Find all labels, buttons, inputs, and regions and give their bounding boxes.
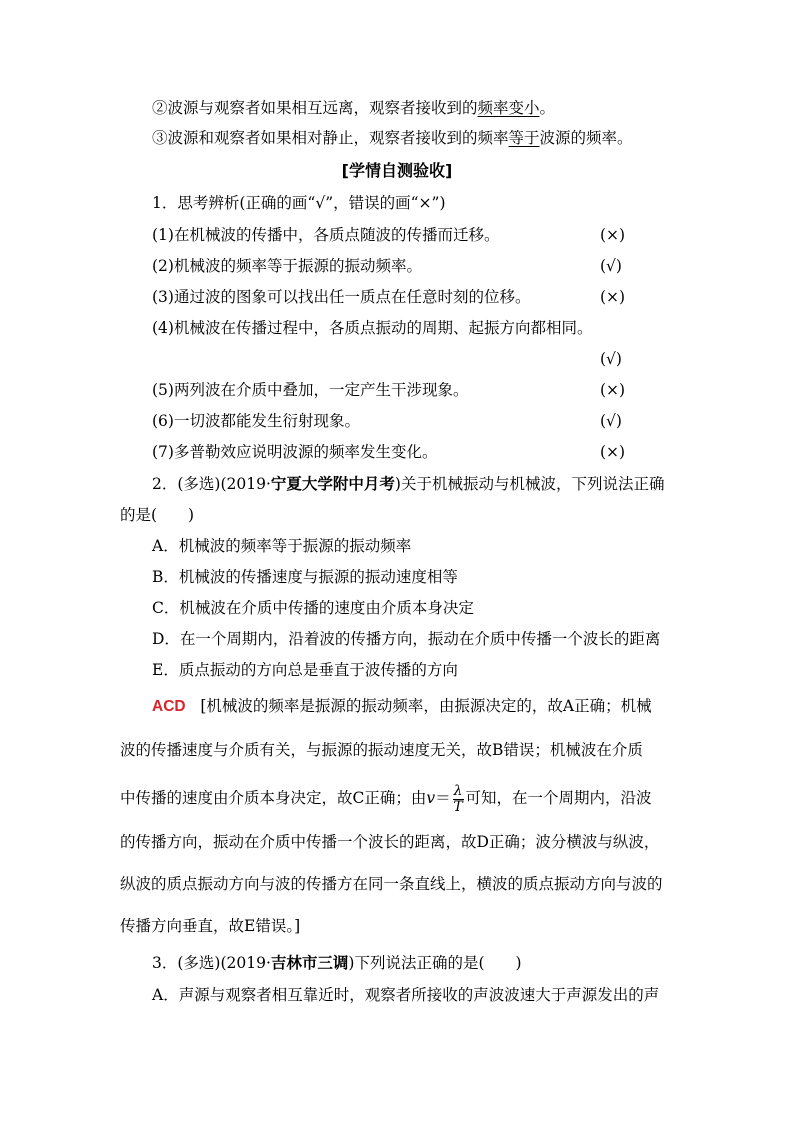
q1-stem: 1．思考辨析(正确的画“√”，错误的画“×”) [152, 194, 446, 212]
q2-stem: 2．(多选)(2019·宁夏大学附中月考)关于机械振动与机械波，下列说法正确 [152, 475, 665, 493]
velocity-symbol: v [426, 789, 436, 807]
q1-item-mark: (×) [600, 443, 626, 461]
q2-explanation-line-1: ACD [机械波的频率是振源的振动频率，由振源决定的，故A正确；机械 [152, 697, 652, 715]
q1-item-mark: (×) [600, 381, 626, 399]
q1-item: (4)机械波在传播过程中，各质点振动的周期、起振方向都相同。 [152, 319, 593, 337]
q1-item-mark: (√) [600, 257, 622, 275]
q2-option: D．在一个周期内，沿着波的传播方向，振动在介质中传播一个波长的距离 [152, 630, 661, 648]
intro-line-3: ③波源和观察者如果相对静止，观察者接收到的频率等于波源的频率。 [152, 129, 633, 147]
q3-source: 吉林市三调 [270, 954, 349, 972]
q2-stem-line2: 的是( ) [120, 506, 195, 524]
q2-explanation-line-4: 的传播方向，振动在介质中传播一个波长的距离，故D正确；波分横波与纵波， [120, 833, 660, 851]
q3-stem: 3．(多选)(2019·吉林市三调)下列说法正确的是( ) [152, 954, 522, 972]
q1-item: (1)在机械波的传播中，各质点随波的传播而迁移。 [152, 226, 500, 244]
q2-source: 宁夏大学附中月考 [270, 475, 395, 493]
q3-option-a: A．声源与观察者相互靠近时，观察者所接收的声波波速大于声源发出的声 [152, 986, 660, 1004]
q1-item: (6)一切波都能发生衍射现象。 [152, 412, 360, 430]
q1-item-mark: (×) [600, 288, 626, 306]
q1-item-mark: (√) [600, 350, 622, 368]
underlined-answer: 等于 [508, 129, 540, 147]
q2-option: E．质点振动的方向总是垂直于波传播的方向 [152, 661, 458, 679]
q2-explanation-line-3: 中传播的速度由介质本身决定，故C正确；由v＝ $\frac{\lambda}{T}$ 可知，在一个周期内，沿波 [120, 782, 652, 815]
q2-option: A．机械波的频率等于振源的振动频率 [152, 537, 412, 555]
q1-item-mark: (√) [600, 412, 622, 430]
q1-item: (3)通过波的图象可以找出任一质点在任意时刻的位移。 [152, 288, 531, 306]
q2-option: B．机械波的传播速度与振源的振动速度相等 [152, 568, 458, 586]
intro-line-2: ②波源与观察者如果相互远离，观察者接收到的频率变小。 [152, 99, 556, 117]
underlined-answer: 频率变小 [477, 99, 540, 117]
q2-answer: ACD [152, 698, 186, 715]
q1-item-mark: (×) [600, 226, 626, 244]
q2-option: C．机械波在介质中传播的速度由介质本身决定 [152, 599, 474, 617]
q1-item: (5)两列波在介质中叠加，一定产生干涉现象。 [152, 381, 469, 399]
wavelength-period-fraction: $\frac{\lambda}{T}$ [453, 782, 463, 815]
q2-explanation-line-6: 传播方向垂直，故E错误。] [120, 917, 301, 935]
q2-explanation-line-5: 纵波的质点振动方向与波的传播方在同一条直线上，横波的质点振动方向与波的 [120, 875, 663, 893]
section-title: [学情自测验收] [341, 161, 453, 180]
q2-explanation-line-2: 波的传播速度与介质有关，与振源的振动速度无关，故B错误；机械波在介质 [120, 741, 643, 759]
q1-item: (7)多普勒效应说明波源的频率发生变化。 [152, 443, 438, 461]
q1-item: (2)机械波的频率等于振源的振动频率。 [152, 257, 422, 275]
